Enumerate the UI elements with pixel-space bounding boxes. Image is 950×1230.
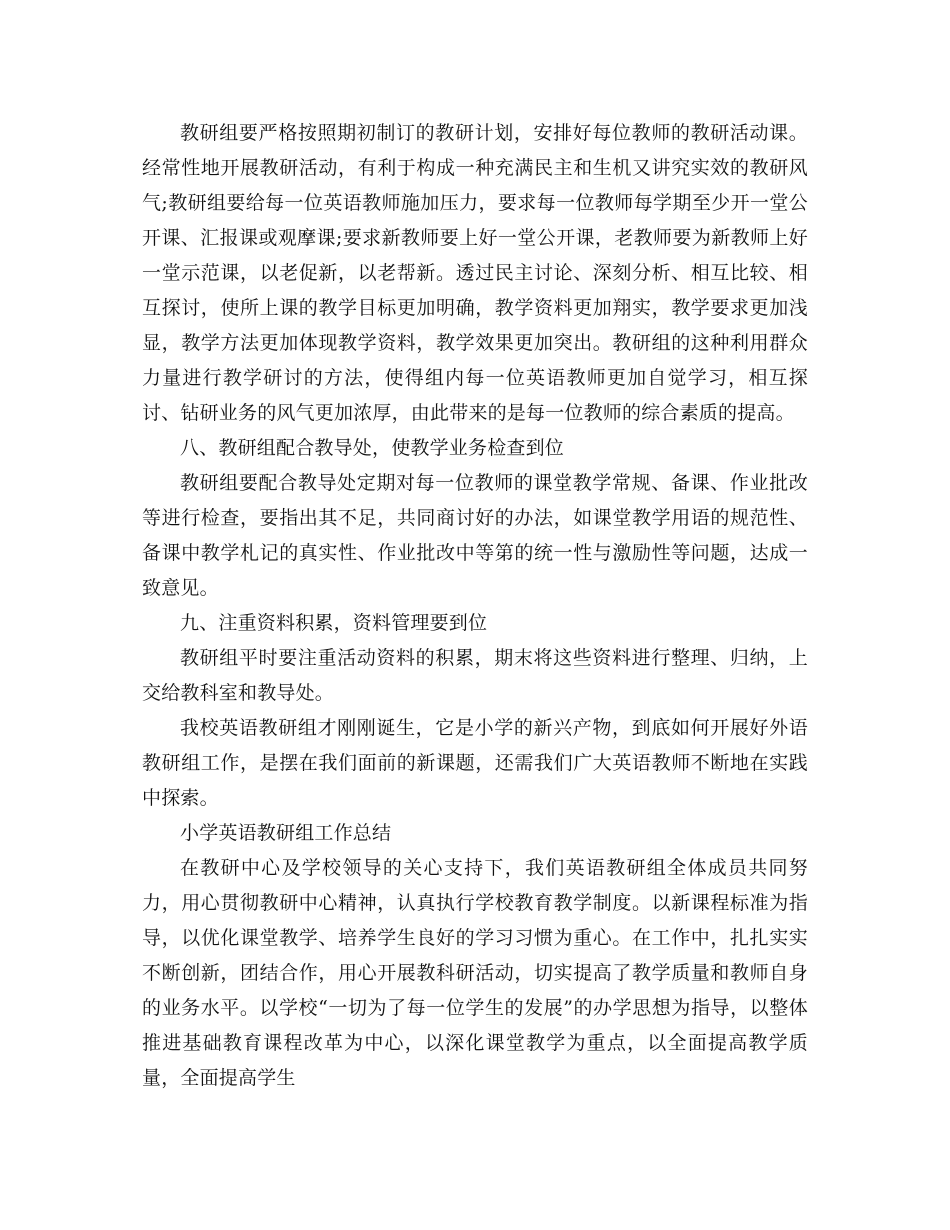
paragraph-materials: 教研组平时要注重活动资料的积累，期末将这些资料进行整理、归纳，上交给教科室和教导处。 — [142, 647, 808, 704]
paragraph-inspection: 教研组要配合教导处定期对每一位教师的课堂教学常规、备课、作业批改等进行检查，要指出其不足，共同商讨好的办法，如课堂教学用语的规范性、备课中教学札记的真实性、作业批改中等第的统一性与激励性等问题，达成一致意见。 — [142, 472, 808, 599]
document-body — [142, 116, 808, 1096]
paragraph-teaching-research-plan: 教研组要严格按照期初制订的教研计划，安排好每位教师的教研活动课。经常性地开展教研活动，有利于构成一种充满民主和生机又讲究实效的教研风气;教研组要给每一位英语教师施加压力，要求每一位教师每学期至少开一堂公开课、汇报课或观摩课;要求新教师要上好一堂公开课，老教师要为新教师上好一堂示范课，以老促新，以老帮新。透过民主讨论、深刻分析、相互比较、相互探讨，使所上课的教学目标更加明确，教学资料更加翔实，教学要求更加浅显，教学方法更加体现教学资料，教学效果更加突出。教研组的这种利用群众力量进行教学研讨的方法，使得组内每一位英语教师更加自觉学习，相互探讨、钻研业务的风气更加浓厚，由此带来的是每一位教师的综合素质的提高。 — [142, 122, 808, 424]
section-heading-nine: 九、注重资料积累，资料管理要到位 — [180, 612, 488, 634]
paragraph-new-group: 我校英语教研组才刚刚诞生，它是小学的新兴产物，到底如何开展好外语教研组工作，是摆在我们面前的新课题，还需我们广大英语教师不断地在实践中探索。 — [142, 717, 808, 809]
section-heading-eight: 八、教研组配合教导处，使教学业务检查到位 — [180, 437, 565, 459]
paragraph-summary-intro: 在教研中心及学校领导的关心支持下，我们英语教研组全体成员共同努力，用心贯彻教研中心精神，认真执行学校教育教学制度。以新课程标准为指导，以优化课堂教学、培养学生良好的学习习惯为重心。在工作中，扎扎实实不断创新，团结合作，用心开展教科研活动，切实提高了教学质量和教师自身的业务水平。以学校“一切为了每一位学生的发展”的办学思想为指导，以整体推进基础教育课程改革为中心，以深化课堂教学为重点，以全面提高教学质量，全面提高学生 — [142, 857, 808, 1089]
summary-title: 小学英语教研组工作总结 — [180, 822, 392, 844]
